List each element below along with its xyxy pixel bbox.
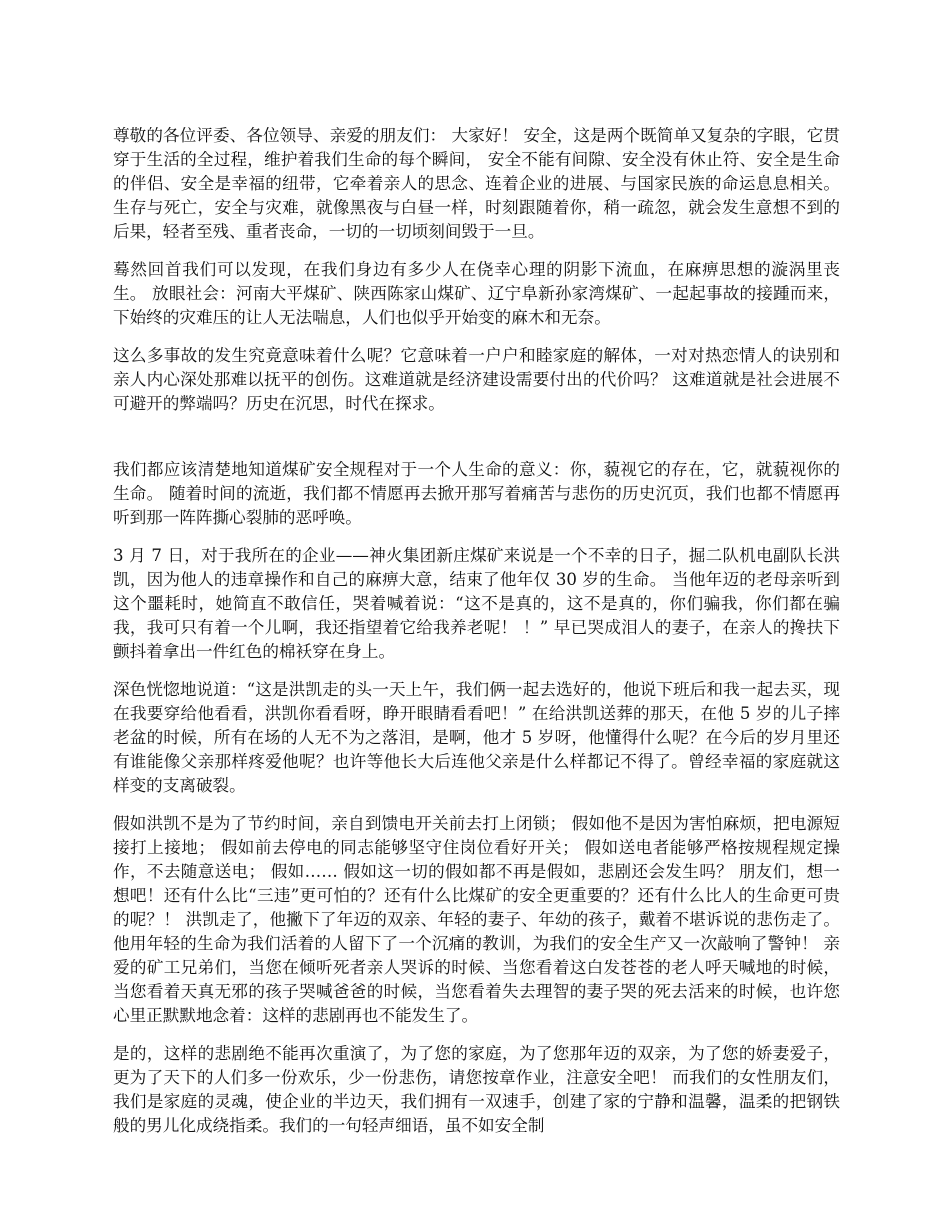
paragraph-what-if: 假如洪凯不是为了节约时间，亲自到馈电开关前去打上闭锁； 假如他不是因为害怕麻烦，把电源短接打上接地； 假如前去停电的同志能够坚守住岗位看好开关； 假如送电者能够严格按规程规定操作，不去随意送电； 假如…… 假如这一切的假如都不再是假如，悲剧还会发生吗？ 朋友们，想一想吧！还有什么比“三违”更可怕的？还有什么比煤矿的安全更重要的？还有什么比人的生命更可贵的呢？！ 洪凯走了，他撇下了年迈的双亲、年轻的妻子、年幼的孩子，戴着不堪诉说的悲伤走了。他用年轻的生命为我们活着的人留下了一个沉痛的教训，为我们的安全生产又一次敲响了警钟！ 亲爱的矿工兄弟们，当您在倾听死者亲人哭诉的时候、当您看着这白发苍苍的老人呼天喊地的时候，当您看着天真无邪的孩子哭喊爸爸的时候，当您看着失去理智的妻子哭的死去活来的时候，也许您心里正默默地念着：这样的悲剧再也不能发生了。	[113, 814, 840, 1025]
section-gap	[113, 430, 840, 458]
paragraph-wife-grief: 深色恍惚地说道：“这是洪凯走的头一天上午，我们俩一起去选好的，他说下班后和我一起去买，现在我要穿给他看看，洪凯你看看呀，睁开眼睛看看吧！” 在给洪凯送葬的那天，在他 5 岁的儿子摔老盆的时候，所有在场的人无不为之落泪，是啊，他才 5 岁呀，他懂得什么呢？在今后的岁月里还有谁能像父亲那样疼爱他呢？也许等他长大后连他父亲是什么样都记不得了。曾经幸福的家庭就这样变的支离破裂。	[113, 680, 840, 795]
document-body	[113, 124, 840, 1152]
paragraph-meaning: 这么多事故的发生究竟意味着什么呢？它意味着一户户和睦家庭的解体，一对对热恋情人的诀别和亲人内心深处那难以抚平的创伤。这难道就是经济建设需要付出的代价吗？ 这难道就是社会进展不可避开的弊端吗？历史在沉思，时代在探求。	[113, 346, 840, 413]
paragraph-safety-rules: 我们都应该清楚地知道煤矿安全规程对于一个人生命的意义：你，藐视它的存在，它，就藐视你的生命。 随着时间的流逝，我们都不情愿再去掀开那写着痛苦与悲伤的历史沉页，我们也都不情愿再听到那一阵阵撕心裂肺的恶呼唤。	[113, 460, 840, 527]
paragraph-retrospect: 蓦然回首我们可以发现，在我们身边有多少人在侥幸心理的阴影下流血，在麻痹思想的漩涡里丧生。 放眼社会：河南大平煤矿、陕西陈家山煤矿、辽宁阜新孙家湾煤矿、一起起事故的接踵而来，下始终的灾难压的让人无法喘息，人们也似乎开始变的麻木和无奈。	[113, 260, 840, 327]
paragraph-appeal: 是的，这样的悲剧绝不能再次重演了，为了您的家庭，为了您那年迈的双亲，为了您的娇妻爱子，更为了天下的人们多一份欢乐，少一份悲伤，请您按章作业，注意安全吧！ 而我们的女性朋友们，我们是家庭的灵魂，使企业的半边天，我们拥有一双速手，创建了家的宁静和温馨，温柔的把钢铁般的男儿化成绕指柔。我们的一句轻声细语，虽不如安全制	[113, 1044, 840, 1135]
paragraph-opening: 尊敬的各位评委、各位领导、亲爱的朋友们： 大家好！ 安全，这是两个既简单又复杂的字眼，它贯穿于生活的全过程，维护着我们生命的每个瞬间， 安全不能有间隙、安全没有休止符、安全是生命的伴侣、安全是幸福的纽带，它牵着亲人的思念、连着企业的进展、与国家民族的命运息息相关。生存与死亡，安全与灾难，就像黑夜与白昼一样，时刻跟随着你，稍一疏忽，就会发生意想不到的后果，轻者至残、重者丧命，一切的一切顷刻间毁于一旦。	[113, 126, 840, 241]
paragraph-accident-story: 3 月 7 日，对于我所在的企业——神火集团新庄煤矿来说是一个不幸的日子，掘二队机电副队长洪凯，因为他人的违章操作和自己的麻痹大意，结束了他年仅 30 岁的生命。 当他年迈的老母亲听到这个噩耗时，她简直不敢信任，哭着喊着说：“这不是真的，这不是真的，你们骗我，你们都在骗我，我可只有着一个儿啊，我还指望着它给我养老呢！ ！” 早已哭成泪人的妻子，在亲人的搀扶下颤抖着拿出一件红色的棉袄穿在身上。	[113, 546, 840, 661]
